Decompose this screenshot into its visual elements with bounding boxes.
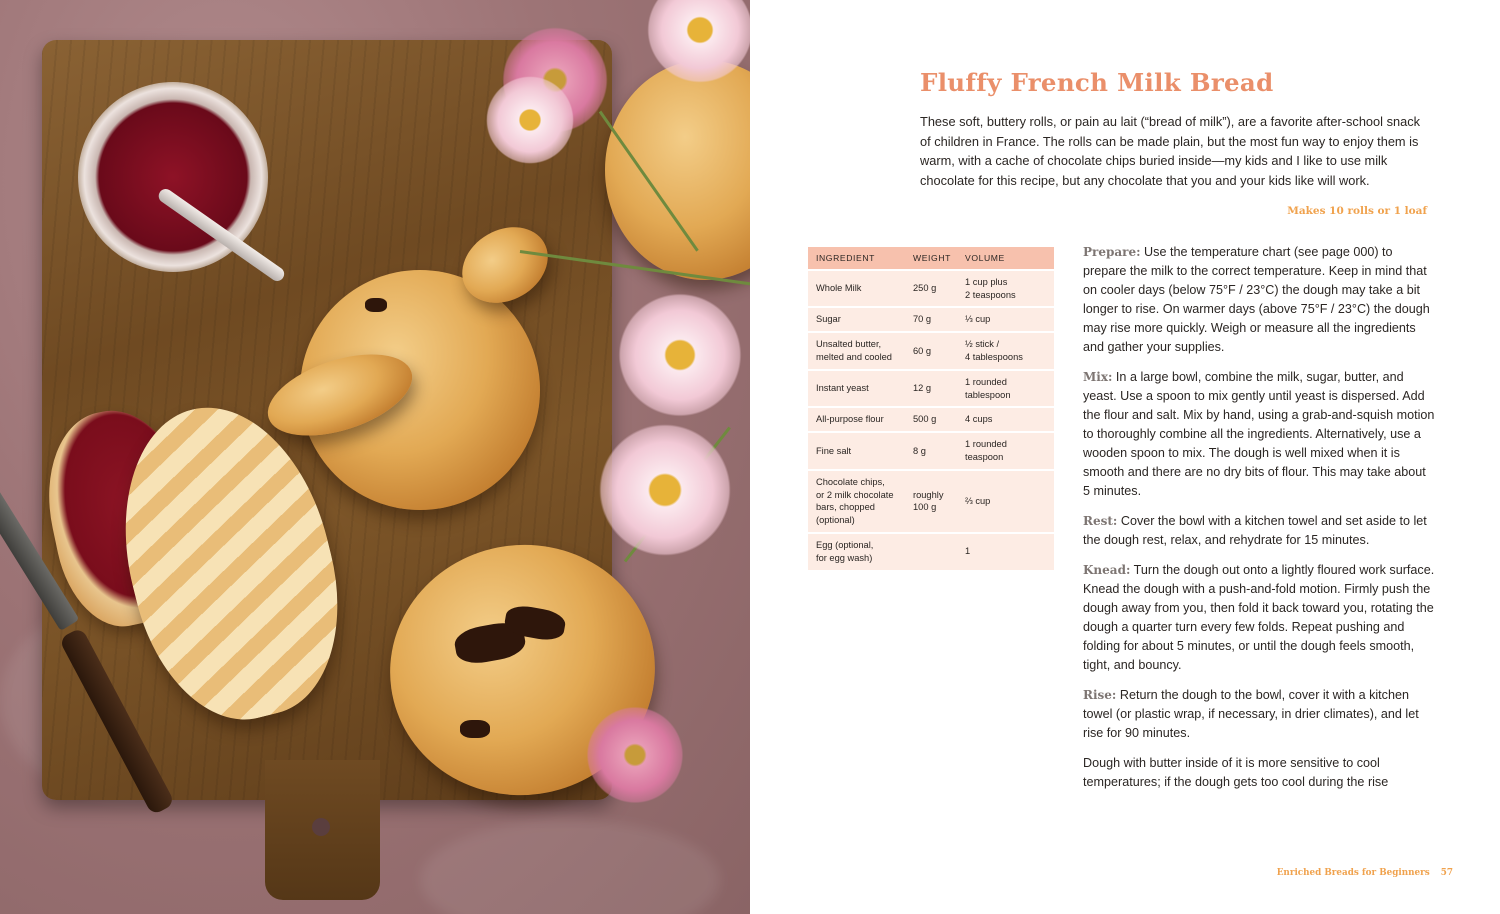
ingredient-row	[808, 407, 1054, 432]
ingredient-weight: 500 g	[913, 407, 965, 432]
ingredient-row	[808, 432, 1054, 470]
ingredient-rows	[808, 270, 1054, 570]
recipe-title: Fluffy French Milk Bread	[920, 68, 1274, 97]
ingredient-table	[808, 247, 1054, 570]
ingredient-row	[808, 370, 1054, 408]
ingredient-weight: 8 g	[913, 432, 965, 470]
ingredient-row	[808, 470, 1054, 533]
tablecloth-fold	[420, 820, 720, 914]
milk-bread-roll	[605, 60, 750, 280]
ingredient-volume: ⅔ cup	[965, 470, 1054, 533]
ingredient-volume: 1	[965, 533, 1054, 570]
ingredient-name: Sugar	[808, 307, 913, 332]
ingredient-name: All-purpose flour	[808, 407, 913, 432]
step-text: Use the temperature chart (see page 000) to prepare the milk to the correct temperature. Keep in mind that on cooler days (below 75°F / 23°C) the dough may take a bit longer to rise. On warmer days (above 75°F / 23°C) the dough may rise more quickly. Weigh or measure all the ingredients and gather your supplies.	[1083, 245, 1430, 354]
chocolate-chunk	[460, 720, 490, 738]
recipe-yield: Makes 10 rolls or 1 loaf	[1287, 205, 1427, 217]
header-weight: WEIGHT	[913, 247, 965, 270]
ingredient-weight	[913, 533, 965, 570]
step-label: Rise:	[1083, 688, 1117, 702]
cosmos-flower	[590, 415, 740, 565]
ingredient-row	[808, 533, 1054, 570]
ingredient-weight: 250 g	[913, 270, 965, 308]
method-step	[1083, 512, 1435, 550]
step-label: Knead:	[1083, 563, 1131, 577]
cosmos-flower	[610, 285, 750, 425]
ingredient-volume: 1 cup plus 2 teaspoons	[965, 270, 1054, 308]
ingredient-table-header	[808, 247, 1054, 270]
ingredient-name: Fine salt	[808, 432, 913, 470]
recipe-steps	[1083, 243, 1435, 803]
page-number: 57	[1440, 868, 1453, 878]
ingredient-weight: 70 g	[913, 307, 965, 332]
ingredient-name: Whole Milk	[808, 270, 913, 308]
ingredient-volume: ½ stick / 4 tablespoons	[965, 332, 1054, 370]
step-text: In a large bowl, combine the milk, sugar, butter, and yeast. Use a spoon to mix gently until yeast is dispersed. Add the flour and salt. Mix by hand, using a grab-and-squish motion to thoroughly combine all the ingredients. Alternatively, use a wooden spoon to mix. The dough is well mixed when it is smooth and there are no dry bits of flour. This may take about 5 minutes.	[1083, 370, 1435, 498]
ingredient-weight: 60 g	[913, 332, 965, 370]
chocolate-chunk	[365, 298, 387, 312]
header-ingredient: INGREDIENT	[808, 247, 913, 270]
cosmos-flower	[580, 700, 690, 810]
step-text: Cover the bowl with a kitchen towel and set aside to let the dough rest, relax, and rehydrate for 15 minutes.	[1083, 514, 1427, 547]
step-text: Return the dough to the bowl, cover it with a kitchen towel (or plastic wrap, if necessary, in drier climates), and let rise for 90 minutes.	[1083, 688, 1419, 740]
footer-section-title: Enriched Breads for Beginners	[1276, 868, 1430, 878]
ingredient-row	[808, 332, 1054, 370]
ingredient-name: Instant yeast	[808, 370, 913, 408]
method-step	[1083, 368, 1435, 501]
step-label: Rest:	[1083, 514, 1118, 528]
board-handle-hole	[312, 818, 330, 836]
ingredient-weight: 12 g	[913, 370, 965, 408]
method-step	[1083, 754, 1435, 792]
method-step	[1083, 686, 1435, 743]
ingredient-volume: 4 cups	[965, 407, 1054, 432]
ingredient-row	[808, 270, 1054, 308]
ingredient-volume: ⅓ cup	[965, 307, 1054, 332]
ingredient-row	[808, 307, 1054, 332]
step-text: Dough with butter inside of it is more sensitive to cool temperatures; if the dough gets too cool during the rise	[1083, 756, 1389, 789]
step-label: Mix:	[1083, 370, 1113, 384]
ingredient-volume: 1 rounded teaspoon	[965, 432, 1054, 470]
ingredient-volume: 1 rounded tablespoon	[965, 370, 1054, 408]
step-label: Prepare:	[1083, 245, 1141, 259]
cosmos-flower	[480, 70, 580, 170]
header-volume: VOLUME	[965, 247, 1054, 270]
ingredient-name: Egg (optional, for egg wash)	[808, 533, 913, 570]
method-step	[1083, 561, 1435, 675]
step-text: Turn the dough out onto a lightly floured work surface. Knead the dough with a push-and-fold motion. Firmly push the dough away from you, then fold it back toward you, rotating the dough a quarter turn every few folds. Repeat pushing and folding for about 5 minutes, or until the dough feels smooth, tight, and bouncy.	[1083, 563, 1435, 672]
ingredient-weight: roughly 100 g	[913, 470, 965, 533]
page-footer	[1277, 868, 1453, 878]
ingredient-name: Unsalted butter, melted and cooled	[808, 332, 913, 370]
recipe-intro: These soft, buttery rolls, or pain au lait (“bread of milk”), are a favorite after-school snack of children in France. The rolls can be made plain, but the most fun way to enjoy them is warm, with a cache of chocolate chips buried inside—my kids and I like to use milk chocolate for this recipe, but any chocolate that you and your kids like will work.	[920, 114, 1420, 188]
ingredient-name: Chocolate chips, or 2 milk chocolate bars, chopped (optional)	[808, 470, 913, 533]
method-step	[1083, 243, 1435, 357]
